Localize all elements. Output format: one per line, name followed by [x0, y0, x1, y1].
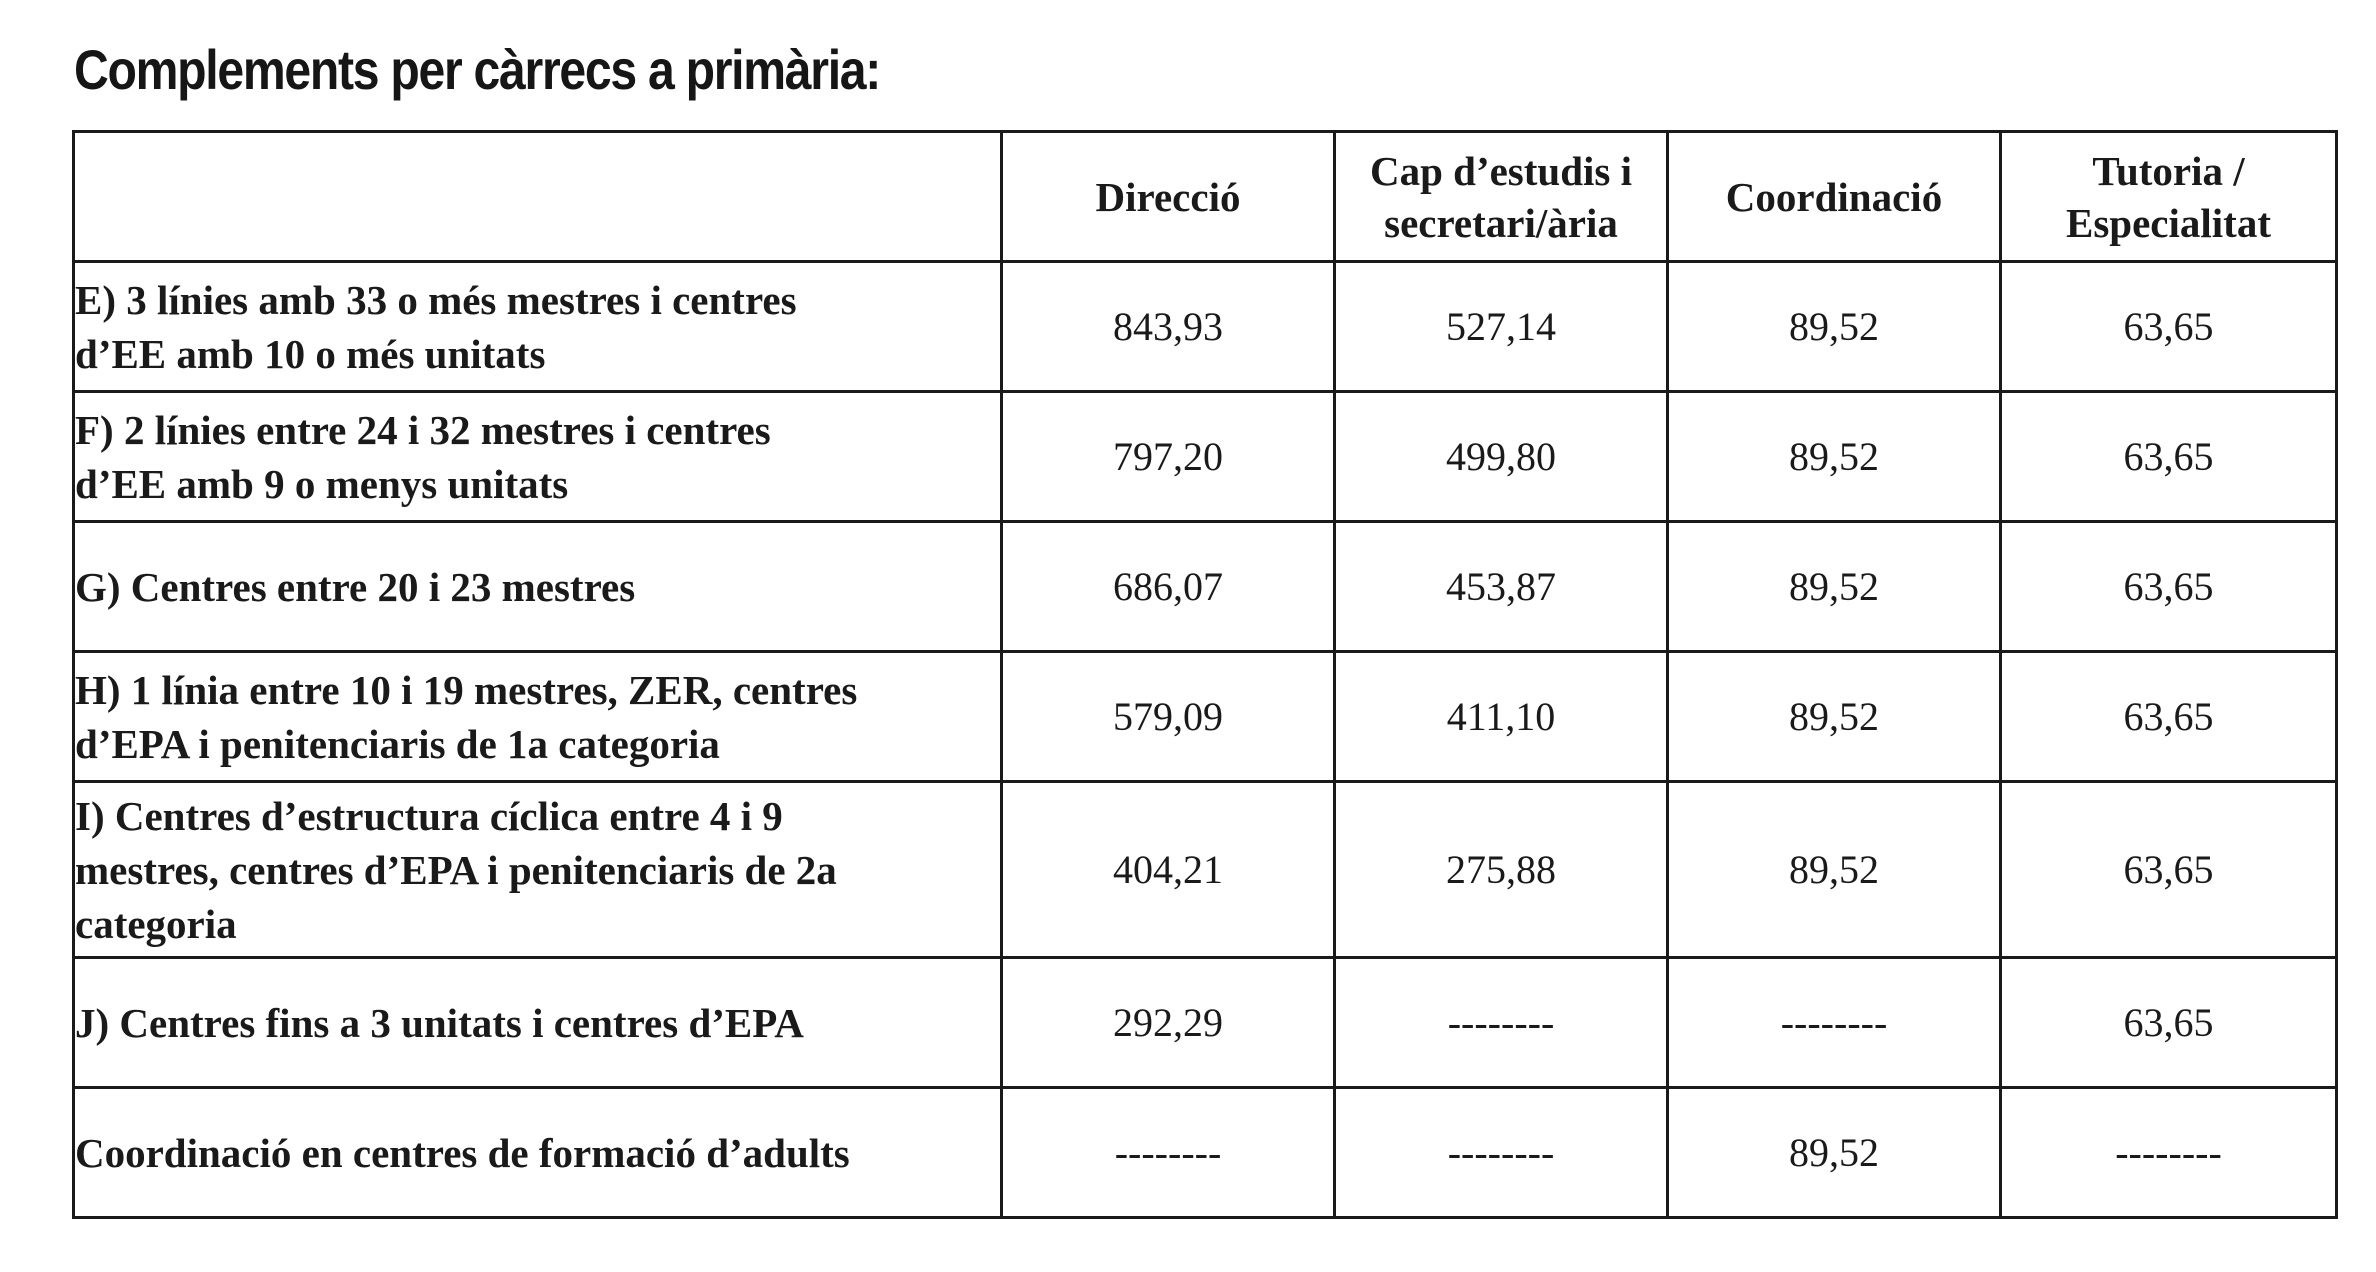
cell-tutoria: --------	[2001, 1088, 2337, 1218]
cell-coordinacio: 89,52	[1668, 652, 2001, 782]
row-label-line: mestres, centres d’EPA i penitenciaris de 2a	[75, 846, 837, 893]
row-label-line: d’EE amb 10 o més unitats	[75, 330, 546, 377]
cell-cap-estudis: 453,87	[1335, 522, 1668, 652]
header-row	[74, 132, 2337, 262]
row-label	[74, 522, 1002, 652]
cell-coordinacio: 89,52	[1668, 782, 2001, 958]
cell-cap-estudis: --------	[1335, 958, 1668, 1088]
row-label	[74, 782, 1002, 958]
cell-cap-estudis: 411,10	[1335, 652, 1668, 782]
row-label	[74, 1088, 1002, 1218]
row-label-line: E) 3 línies amb 33 o més mestres i centres	[75, 276, 797, 323]
table-row	[74, 392, 2337, 522]
header-tutoria-line2: Especialitat	[2066, 199, 2271, 246]
header-tutoria	[2001, 132, 2337, 262]
cell-tutoria: 63,65	[2001, 262, 2337, 392]
row-label-line: d’EPA i penitenciaris de 1a categoria	[75, 720, 720, 767]
header-coordinacio: Coordinació	[1668, 132, 2001, 262]
row-label-line: F) 2 línies entre 24 i 32 mestres i centres	[75, 406, 771, 453]
cell-direccio: --------	[1002, 1088, 1335, 1218]
cell-direccio: 843,93	[1002, 262, 1335, 392]
cell-tutoria: 63,65	[2001, 958, 2337, 1088]
cell-direccio: 686,07	[1002, 522, 1335, 652]
cell-coordinacio: --------	[1668, 958, 2001, 1088]
table-row	[74, 1088, 2337, 1218]
cell-tutoria: 63,65	[2001, 652, 2337, 782]
row-label-line: Coordinació en centres de formació d’adults	[75, 1129, 850, 1176]
cell-direccio: 404,21	[1002, 782, 1335, 958]
page-title: Complements per càrrecs a primària:	[74, 38, 881, 101]
header-corner-cell	[74, 132, 1002, 262]
cell-cap-estudis: 275,88	[1335, 782, 1668, 958]
cell-cap-estudis: 499,80	[1335, 392, 1668, 522]
cell-direccio: 797,20	[1002, 392, 1335, 522]
row-label-line: J) Centres fins a 3 unitats i centres d’EPA	[75, 999, 804, 1046]
cell-coordinacio: 89,52	[1668, 262, 2001, 392]
table-row	[74, 652, 2337, 782]
cell-cap-estudis: --------	[1335, 1088, 1668, 1218]
table-row	[74, 262, 2337, 392]
row-label-line: G) Centres entre 20 i 23 mestres	[75, 563, 636, 610]
cell-tutoria: 63,65	[2001, 522, 2337, 652]
row-label-line: I) Centres d’estructura cíclica entre 4 i 9	[75, 792, 783, 839]
row-label-line: H) 1 línia entre 10 i 19 mestres, ZER, centres	[75, 666, 858, 713]
cell-direccio: 579,09	[1002, 652, 1335, 782]
header-tutoria-line1: Tutoria /	[2092, 147, 2245, 194]
header-cap-estudis	[1335, 132, 1668, 262]
cell-tutoria: 63,65	[2001, 392, 2337, 522]
table-row	[74, 782, 2337, 958]
header-direccio: Direcció	[1002, 132, 1335, 262]
row-label	[74, 958, 1002, 1088]
cell-coordinacio: 89,52	[1668, 1088, 2001, 1218]
row-label	[74, 652, 1002, 782]
row-label-line: d’EE amb 9 o menys unitats	[75, 460, 569, 507]
table-row	[74, 958, 2337, 1088]
cell-direccio: 292,29	[1002, 958, 1335, 1088]
cell-coordinacio: 89,52	[1668, 392, 2001, 522]
header-cap-estudis-line2: secretari/ària	[1384, 199, 1618, 246]
allowances-table	[72, 130, 2338, 1219]
cell-tutoria: 63,65	[2001, 782, 2337, 958]
table-row	[74, 522, 2337, 652]
header-cap-estudis-line1: Cap d’estudis i	[1369, 147, 1632, 194]
row-label	[74, 392, 1002, 522]
row-label	[74, 262, 1002, 392]
cell-cap-estudis: 527,14	[1335, 262, 1668, 392]
cell-coordinacio: 89,52	[1668, 522, 2001, 652]
row-label-line: categoria	[75, 900, 237, 947]
